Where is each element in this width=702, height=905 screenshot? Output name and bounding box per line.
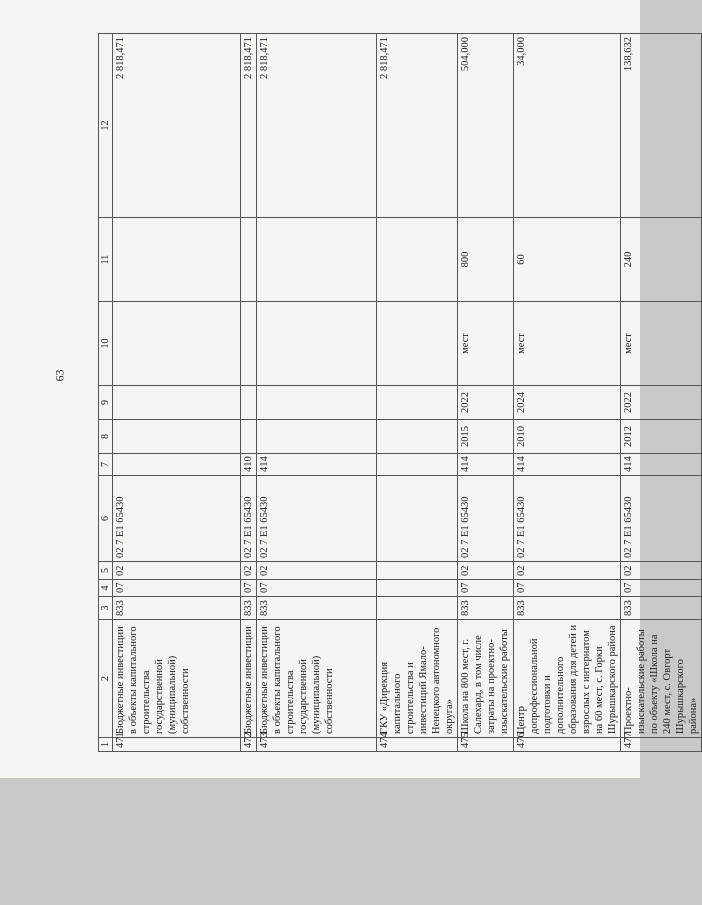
- cell-col5: 02: [113, 562, 241, 580]
- cell-col7: [377, 454, 458, 476]
- cell-col10: [377, 302, 458, 386]
- cell-col10: мест: [514, 302, 621, 386]
- table-row: [257, 34, 377, 752]
- column-header: 3: [99, 597, 113, 620]
- cell-col12: 2 818,471: [377, 34, 458, 218]
- cell-col6: 02 7 E1 65430: [621, 476, 702, 562]
- cell-col4: 07: [621, 580, 702, 597]
- cell-col3: 833: [514, 597, 621, 620]
- cell-col6: 02 7 E1 65430: [514, 476, 621, 562]
- cell-col4: 07: [257, 580, 377, 597]
- cell-col4: 07: [458, 580, 514, 597]
- cell-col4: 07: [113, 580, 241, 597]
- row-number: 471: [113, 738, 241, 752]
- cell-col7: 414: [257, 454, 377, 476]
- cell-col9: [113, 386, 241, 420]
- cell-col11: [257, 218, 377, 302]
- cell-col9: 2022: [621, 386, 702, 420]
- table-row: [241, 34, 257, 752]
- table-row: [458, 34, 514, 752]
- table-row: [621, 34, 702, 752]
- cell-col8: [113, 420, 241, 454]
- row-number: 473: [257, 738, 377, 752]
- column-header: 7: [99, 454, 113, 476]
- cell-col7: 414: [458, 454, 514, 476]
- cell-col5: [377, 562, 458, 580]
- cell-col11: 60: [514, 218, 621, 302]
- column-header: 2: [99, 620, 113, 738]
- cell-col11: [241, 218, 257, 302]
- table-row: [377, 34, 458, 752]
- cell-col11: 800: [458, 218, 514, 302]
- cell-col12: 34,000: [514, 34, 621, 218]
- cell-col7: 414: [514, 454, 621, 476]
- cell-col11: [377, 218, 458, 302]
- cell-col10: [113, 302, 241, 386]
- cell-col10: мест: [458, 302, 514, 386]
- cell-col3: 833: [458, 597, 514, 620]
- row-name: Школа на 800 мест, г. Салехард, в том числе затраты на проектно-изыскательские работы: [458, 620, 514, 738]
- cell-col11: [113, 218, 241, 302]
- column-header: 1: [99, 738, 113, 752]
- table-row: [514, 34, 621, 752]
- cell-col7: 410: [241, 454, 257, 476]
- cell-col10: мест: [621, 302, 702, 386]
- column-header: 11: [99, 218, 113, 302]
- row-name: Бюджетные инвестиции в объекты капитального строительства государственной (муниципальной) собственности: [257, 620, 377, 738]
- cell-col3: 833: [257, 597, 377, 620]
- column-header: 4: [99, 580, 113, 597]
- cell-col9: [257, 386, 377, 420]
- cell-col3: 833: [621, 597, 702, 620]
- cell-col12: 138,632: [621, 34, 702, 218]
- column-header: 6: [99, 476, 113, 562]
- row-number: 475: [458, 738, 514, 752]
- row-number: 474: [377, 738, 458, 752]
- cell-col8: [241, 420, 257, 454]
- budget-table: [98, 33, 702, 752]
- cell-col10: [257, 302, 377, 386]
- row-number: 472: [241, 738, 257, 752]
- row-name: Центр допрофессиональной подготовки и дополнительного образования для детей и взрослых с интернатом на 60 мест, с. Горки Шурышкарского района: [514, 620, 621, 738]
- cell-col4: [377, 580, 458, 597]
- cell-col8: [257, 420, 377, 454]
- cell-col12: 2 818,471: [257, 34, 377, 218]
- rotated-table-wrapper: [98, 34, 699, 752]
- cell-col6: 02 7 E1 65430: [113, 476, 241, 562]
- column-header: 12: [99, 34, 113, 218]
- row-number: 477: [621, 738, 702, 752]
- cell-col8: 2010: [514, 420, 621, 454]
- cell-col9: [241, 386, 257, 420]
- cell-col5: 02: [458, 562, 514, 580]
- cell-col8: [377, 420, 458, 454]
- header-row: [99, 34, 113, 752]
- table-row: [113, 34, 241, 752]
- row-name: Проектно-изыскательские работы по объекту «Школа на 240 мест, с. Овгорт Шурышкарского района»: [621, 620, 702, 738]
- column-header: 5: [99, 562, 113, 580]
- cell-col5: 02: [257, 562, 377, 580]
- column-header: 9: [99, 386, 113, 420]
- cell-col9: 2024: [514, 386, 621, 420]
- cell-col4: 07: [514, 580, 621, 597]
- cell-col9: [377, 386, 458, 420]
- cell-col8: 2012: [621, 420, 702, 454]
- cell-col3: 833: [241, 597, 257, 620]
- cell-col6: 02 7 E1 65430: [257, 476, 377, 562]
- cell-col10: [241, 302, 257, 386]
- cell-col4: 07: [241, 580, 257, 597]
- column-header: 10: [99, 302, 113, 386]
- cell-col11: 240: [621, 218, 702, 302]
- cell-col6: [377, 476, 458, 562]
- cell-col8: 2015: [458, 420, 514, 454]
- cell-col12: 2 818,471: [113, 34, 241, 218]
- cell-col9: 2022: [458, 386, 514, 420]
- row-name: ГКУ «Дирекция капитального строительства и инвестиций Ямало-Ненецкого автономного округа»: [377, 620, 458, 738]
- row-name: Бюджетные инвестиции: [241, 620, 257, 738]
- column-header: 8: [99, 420, 113, 454]
- cell-col3: [377, 597, 458, 620]
- cell-col5: 02: [621, 562, 702, 580]
- cell-col3: 833: [113, 597, 241, 620]
- cell-col5: 02: [514, 562, 621, 580]
- row-name: Бюджетные инвестиции в объекты капитального строительства государственной (муниципальной) собственности: [113, 620, 241, 738]
- cell-col7: 414: [621, 454, 702, 476]
- page-number: 63: [52, 369, 67, 382]
- cell-col6: 02 7 E1 65430: [241, 476, 257, 562]
- cell-col6: 02 7 E1 65430: [458, 476, 514, 562]
- cell-col12: 2 818,471: [241, 34, 257, 218]
- row-number: 476: [514, 738, 621, 752]
- cell-col5: 02: [241, 562, 257, 580]
- cell-col7: [113, 454, 241, 476]
- cell-col12: 504,000: [458, 34, 514, 218]
